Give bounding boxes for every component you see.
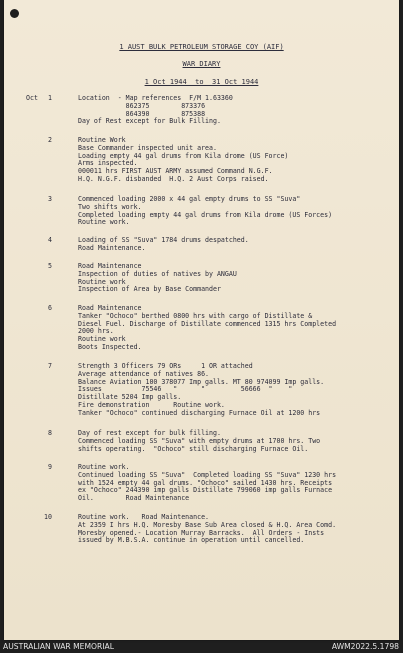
entry-text: Strength 3 Officers 79 ORs 1 OR attached Average attendance of natives 86. Balance Aviation 100 378077 Imp galls. MT 80 974099 Imp galls. Issues 75546 " " 56666 " " Distillate 5204 Imp galls. Fire demonstration Routine work. Tanker "Ochoco" continued discharging Furnace Oil at 1200 hrs <box>78 362 325 417</box>
month-label: Oct <box>26 94 38 102</box>
entry-day: 1 <box>48 94 52 102</box>
entry-day: 8 <box>48 429 52 437</box>
entry-text: Road Maintenance Inspection of duties of natives by ANGAU Routine work Inspection of Area by Base Commander <box>78 262 237 294</box>
punch-hole <box>10 9 19 18</box>
entry-day: 7 <box>48 362 52 370</box>
document-title: 1 AUST BULK PETROLEUM STORAGE COY (AIF) <box>119 43 284 51</box>
entry-text: Road Maintenance Tanker "Ochoco" berthed 0800 hrs with cargo of Distillate & Diesel Fuel. Discharge of Distillate commenced 1315 hrs Completed 2000 hrs. Routine work Boots Inspected. <box>78 304 337 351</box>
entry-text: Location - Map references F/M 1.63360 862375 873376 864390 875388 Day of Rest except for Bulk Filling. <box>78 94 233 126</box>
entry-text: Routine Work Base Commander inspected unit area. Loading empty 44 gal drums from Kila drome (US Force) Arms inspected. 000011 hrs FIRST AUST ARMY assumed Command N.G.F. H.Q. N.G.F. disbanded H.Q. 2 Aust Corps raised. <box>78 136 289 183</box>
entry-day: 10 <box>44 513 52 521</box>
document-period: 1 Oct 1944 to 31 Oct 1944 <box>144 78 259 86</box>
diary-page <box>4 0 399 640</box>
entry-day: 2 <box>48 136 52 144</box>
entry-text: Loading of SS "Suva" 1784 drums despatched. Road Maintenance. <box>78 236 249 252</box>
entry-text: Commenced loading 2000 x 44 gal empty drums to SS "Suva" Two shifts work. Completed loading empty 44 gal drums from Kila drome (US Forces) Routine work. <box>78 195 333 227</box>
entry-day: 9 <box>48 463 52 471</box>
archive-footer <box>0 641 403 653</box>
entry-day: 6 <box>48 304 52 312</box>
document-subtitle: WAR DIARY <box>182 60 221 68</box>
archive-reference: AWM2022.5.1798 <box>331 642 399 651</box>
entry-day: 3 <box>48 195 52 203</box>
entry-text: Day of rest except for bulk filling. Commenced loading SS "Suva" with empty drums at 1700 hrs. Two shifts operating. "Ochoco" still discharging Furnace Oil. <box>78 429 321 453</box>
entry-day: 5 <box>48 262 52 270</box>
entry-text: Routine work. Continued loading SS "Suva" Completed loading SS "Suva" 1230 hrs with 1524 empty 44 gal drums. "Ochoco" sailed 1430 hrs. Receipts ex "Ochoco" 244390 imp galls Distillate 799060 imp galls Furnace Oil. Road Maintenance <box>78 463 337 503</box>
entry-text: Routine work. Road Maintenance. At 2359 I hrs H.Q. Moresby Base Sub Area closed & H.Q. Area Comd. Moresby opened.- Location Murray Barracks. All Orders - Insts issued by M.B.S.A. continue in operation until cancelled. <box>78 513 337 545</box>
archive-credit: AUSTRALIAN WAR MEMORIAL <box>3 642 114 651</box>
entry-day: 4 <box>48 236 52 244</box>
